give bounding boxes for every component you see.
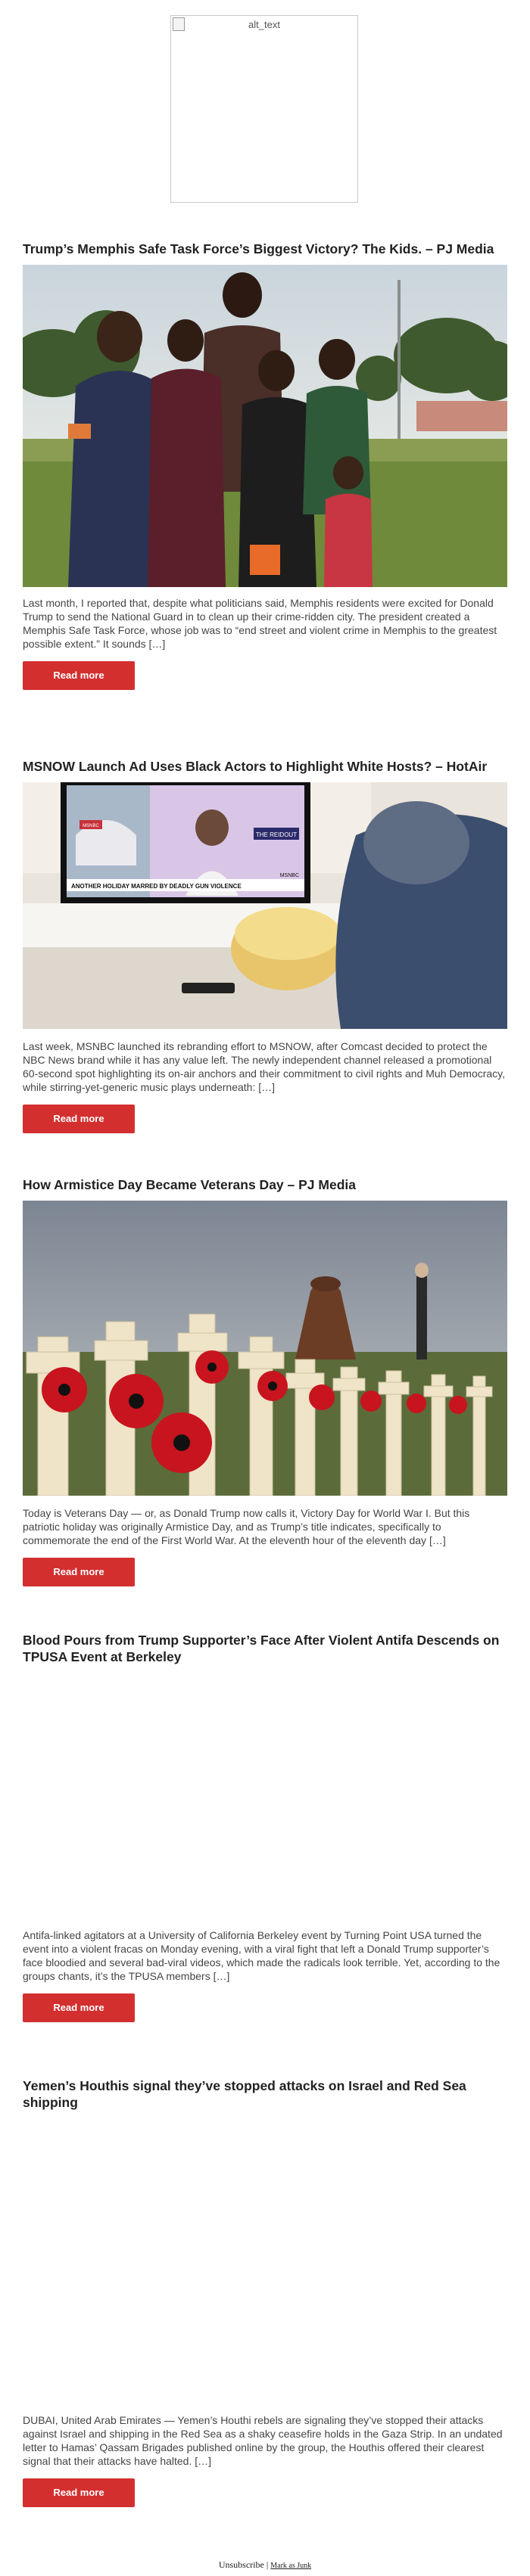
article-2 — [23, 758, 507, 1133]
tv-logo-text: MSNBC — [83, 824, 99, 828]
tv-show-name: THE REIDOUT — [255, 831, 298, 838]
read-more-button[interactable]: Read more — [23, 1105, 135, 1133]
article-excerpt: DUBAI, United Arab Emirates — Yemen’s Houthi rebels are signaling they’ve stopped their attacks against Israel and shipping in the Red Sea as a shaky ceasefire holds in the Gaza Strip. In an undated letter to Hamas’ Qassam Brigades published online by the group, the Houthis offered their clearest signal that their attacks have halted. […] — [23, 2414, 503, 2467]
read-more-button[interactable]: Read more — [23, 2478, 135, 2507]
article-excerpt: Antifa-linked agitators at a University of California Berkeley event by Turning Point USA turned the event into a violent fracas on Monday evening, with a viral fight that left a Donald Trump supporter’s face bloodied and several bad-viral videos, which made the radicals look terrible. Yet, according to the groups chants, it’s the TPUSA members […] — [23, 1929, 500, 1982]
article-title[interactable]: MSNOW Launch Ad Uses Black Actors to Highlight White Hosts? – HotAir — [23, 759, 488, 774]
header-image-alt: alt_text — [248, 19, 280, 30]
article-photo-poppies[interactable] — [23, 1201, 507, 1496]
article-excerpt: Today is Veterans Day — or, as Donald Trump now calls it, Victory Day for World War I. But this patriotic holiday was originally Armistice Day, and as Trump’s title indicates, specifically to commemorate the end of the First World War. At the eleventh hour of the eleventh day […] — [23, 1507, 470, 1546]
footer-separator: | — [263, 2559, 271, 2570]
article-5 — [23, 2077, 507, 2507]
article-3 — [23, 1176, 507, 1586]
article-excerpt: Last month, I reported that, despite what politicians said, Memphis residents were excited for Donald Trump to send the National Guard in to clean up their crime-ridden city. The president created a Memphis Safe Task Force, whose job was to “end street and violent crime in Memphis to the greatest possible extent.” It sounds […] — [23, 597, 497, 650]
article-photo-msnow-tv[interactable] — [23, 782, 507, 1029]
article-title[interactable]: How Armistice Day Became Veterans Day – PJ Media — [23, 1177, 356, 1192]
broken-image-icon — [173, 17, 185, 31]
article-title[interactable]: Trump’s Memphis Safe Task Force’s Biggest Victory? The Kids. – PJ Media — [23, 241, 494, 256]
read-more-button[interactable]: Read more — [23, 661, 135, 690]
unsubscribe-link[interactable]: Unsubscribe — [218, 2559, 264, 2570]
article-excerpt: Last week, MSNBC launched its rebranding effort to MSNOW, after Comcast decided to protect the NBC News brand while it has any value left. The newly independent channel released a promotional 60-second spot highlighting its on-air anchors and their commitment to civil rights and Muh Democracy, while stirring-yet-generic music plays underneath: […] — [23, 1040, 506, 1093]
article-photo-placeholder[interactable] — [23, 1665, 507, 1928]
mark-as-junk-link[interactable]: Mark as Junk — [270, 2562, 312, 2570]
footer — [0, 2559, 530, 2571]
article-photo-memphis-kids[interactable] — [23, 265, 507, 587]
article-1 — [23, 241, 507, 690]
article-photo-placeholder[interactable] — [23, 2111, 507, 2413]
article-title[interactable]: Blood Pours from Trump Supporter’s Face After Violent Antifa Descends on TPUSA Event at Berkeley — [23, 1633, 500, 1664]
article-title[interactable]: Yemen’s Houthis signal they’ve stopped attacks on Israel and Red Sea shipping — [23, 2078, 466, 2110]
header-image — [170, 15, 358, 203]
read-more-button[interactable]: Read more — [23, 1558, 135, 1586]
tv-network: MSNBC — [279, 873, 299, 878]
read-more-button[interactable]: Read more — [23, 1993, 135, 2022]
tv-chyron: ANOTHER HOLIDAY MARRED BY DEADLY GUN VIOLENCE — [71, 883, 242, 890]
article-4 — [23, 1632, 507, 2022]
